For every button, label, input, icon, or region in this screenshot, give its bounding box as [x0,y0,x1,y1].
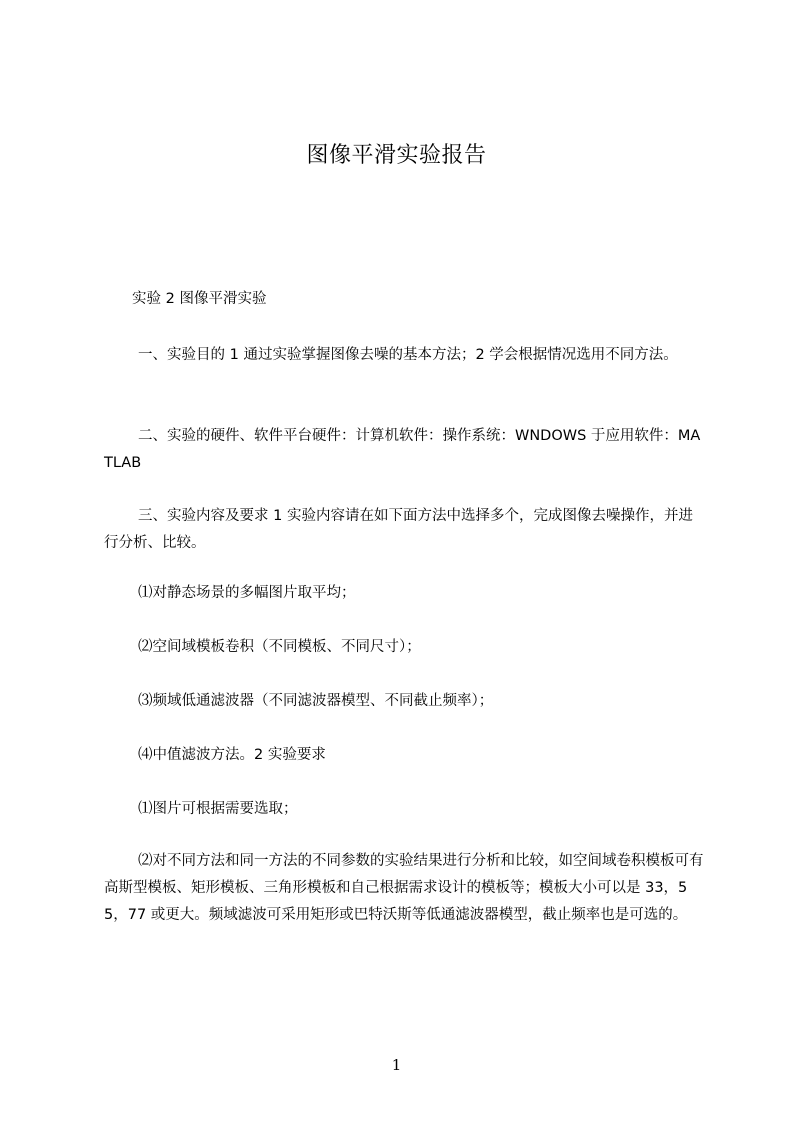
list-item-method-1 [104,580,704,607]
list-item-text: ⑶频域低通滤波器（不同滤波器模型、不同截止频率）； [138,693,494,709]
list-item-text: ⑴对静态场景的多幅图片取平均； [138,585,356,601]
list-item-method-4 [104,742,704,769]
list-item-requirement-2 [104,848,704,929]
list-item-method-3 [104,688,704,715]
list-item-method-2 [104,634,704,661]
paragraph-content-requirements [104,503,704,557]
paragraph-text: 实验 2 图像平滑实验 [132,291,267,307]
paragraph-purpose [104,342,704,369]
paragraph-text: 三、实验内容及要求 1 实验内容请在如下面方法中选择多个，完成图像去噪操作，并进行分析、比较。 [104,508,693,551]
list-item-text: ⑵对不同方法和同一方法的不同参数的实验结果进行分析和比较，如空间域卷积模板可有高斯型模板、矩形模板、三角形模板和自己根据需求设计的模板等；模板大小可以是 33，55，77 或更大。频域滤波可采用矩形或巴特沃斯等低通滤波器模型，截止频率也是可选的。 [104,853,704,923]
document-title: 图像平滑实验报告 [306,143,487,168]
list-item-text: ⑴图片可根据需要选取； [138,801,298,817]
list-item-text: ⑵空间域模板卷积（不同模板、不同尺寸）； [138,639,421,655]
paragraph-text: 一、实验目的 1 通过实验掌握图像去噪的基本方法；2 学会根据情况选用不同方法。 [138,347,678,363]
paragraph-platform [104,423,704,477]
list-item-requirement-1 [104,796,704,823]
paragraph-text: 二、实验的硬件、软件平台硬件：计算机软件：操作系统：WNDOWS 于应用软件：MATLAB [104,428,701,471]
paragraph-experiment-name [104,286,704,313]
list-item-text: ⑷中值滤波方法。2 实验要求 [138,747,326,763]
page-number: 1 [391,1056,402,1074]
